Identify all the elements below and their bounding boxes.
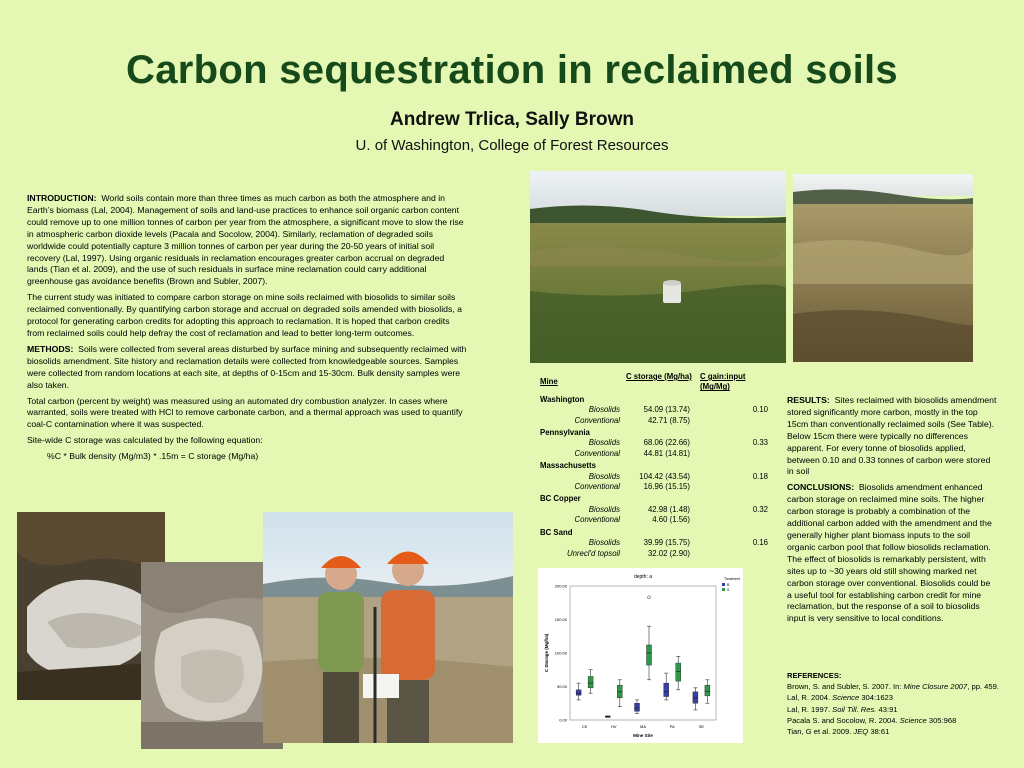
- box: [588, 676, 593, 687]
- table-row: [540, 416, 770, 426]
- methods-paragraph-1: [27, 344, 467, 392]
- table-site-row: [540, 393, 770, 405]
- y-tick-label: 0.00: [559, 717, 567, 723]
- c-storage-cell: 54.09 (13.74): [643, 405, 690, 415]
- ref4-text: Pacala S. and Socolow, R. 2004.: [787, 715, 900, 725]
- treatment-cell: Conventional: [574, 482, 620, 492]
- table-row: [540, 405, 770, 415]
- c-gain-cell: [700, 482, 770, 492]
- c-gain-cell: [700, 549, 770, 559]
- poster-title: Carbon sequestration in reclaimed soils: [126, 48, 898, 92]
- methods-paragraph-3: Site-wide C storage was calculated by the following equation:: [27, 435, 263, 446]
- table-row: [540, 438, 770, 448]
- c-gain-cell: [700, 515, 770, 525]
- y-tick-label: 100.00: [554, 650, 567, 656]
- methods-heading: METHODS:: [27, 343, 74, 354]
- reclaimed-field-photo: [530, 171, 786, 363]
- table-row: [540, 549, 770, 559]
- ref3-source: Soil Till. Res.: [832, 704, 877, 714]
- ref1-pages: , pp. 459.: [967, 682, 999, 692]
- col-header-mine: Mine: [540, 377, 558, 387]
- methods-text: Soils were collected from several areas disturbed by surface mining and subsequently reclaimed with biosolids amendment. Site history and reclamation details were collected from knowledgeable sources. Samples were collected from random locations at each site, at depths of 0-15cm and 15-30cm. Bulk density samples were also taken.: [27, 343, 467, 390]
- box: [647, 645, 652, 665]
- results-paragraph: [787, 395, 997, 478]
- y-tick-label: 150.00: [554, 617, 567, 622]
- c-gain-cell: 0.10: [752, 405, 768, 415]
- c-storage-cell: 32.02 (2.90): [647, 548, 690, 558]
- treatment-cell: Biosolids: [588, 538, 620, 548]
- treatment-cell: Biosolids: [588, 504, 620, 514]
- ref4-source: Science: [899, 715, 927, 725]
- ref3-text: Lal, R. 1997.: [787, 704, 833, 714]
- c-gain-cell: 0.32: [752, 504, 768, 514]
- c-storage-cell: 44.81 (14.81): [643, 448, 690, 458]
- boxplot-svg: [538, 568, 743, 743]
- carbon-storage-table: [540, 372, 770, 559]
- ref1-text: Brown, S. and Subler, S. 2007. In:: [787, 682, 904, 692]
- col-header-gain: C gain:input (Mg/Mg): [700, 372, 746, 392]
- c-storage-cell: 42.98 (1.48): [647, 504, 690, 514]
- reference-2: [787, 692, 1013, 703]
- carbon-boxplot-chart: [538, 568, 743, 743]
- table-site-row: [540, 526, 770, 538]
- table-site-row: [540, 492, 770, 504]
- box: [635, 703, 640, 711]
- box: [617, 685, 622, 698]
- left-column: [27, 193, 467, 467]
- table-row: [540, 538, 770, 548]
- chart-title: depth: a: [633, 574, 653, 580]
- treatment-cell: Biosolids: [588, 405, 620, 415]
- dry-grassland-photo: [793, 174, 973, 362]
- box: [576, 690, 581, 695]
- ref2-text: Lal, R. 2004.: [787, 693, 833, 703]
- legend-label: B: [727, 583, 730, 587]
- intro-paragraph-1: [27, 193, 467, 288]
- x-tick-label: HV: [611, 724, 617, 729]
- intro-paragraph-2: The current study was initiated to compare carbon storage on mine soils reclaimed with biosolids to similar soils reclaimed conventionally. By quantifying carbon storage and accrual on degraded soils amended with biosolids, a protocol for generating carbon credits for adopting this approach to reclamation. It is hoped that carbon credits from reclaimed soils could help defray the cost of reclamation and lead to better long-term outcomes.: [27, 292, 462, 338]
- researchers-photo: [263, 512, 513, 743]
- reference-1: [787, 681, 1013, 692]
- c-gain-cell: 0.16: [752, 538, 768, 548]
- c-storage-cell: 68.06 (22.66): [643, 438, 690, 448]
- site-name: BC Copper: [540, 494, 581, 504]
- site-name: Washington: [540, 394, 585, 404]
- c-gain-cell: [700, 449, 770, 459]
- methods-paragraph-2: Total carbon (percent by weight) was measured using an automated dry combustion analyzer. In cases where warranted, soils were treated with HCl to remove carbonate carbon, and a thermal approach was used to quantify coal-C contamination where it was suspected.: [27, 395, 463, 430]
- table-site-row: [540, 459, 770, 471]
- table-header-row: [540, 372, 770, 393]
- treatment-cell: Conventional: [574, 415, 620, 425]
- ref5-source: JEQ: [853, 727, 869, 737]
- references-section: [787, 670, 1013, 737]
- site-name: Massachusetts: [540, 461, 596, 471]
- table-row: [540, 505, 770, 515]
- ref2-source: Science: [832, 693, 860, 703]
- reference-3: [787, 704, 1013, 715]
- ref3-pages: 43:91: [876, 704, 898, 714]
- legend-label: S: [727, 588, 730, 592]
- ref1-source: Mine Closure 2007: [903, 682, 968, 692]
- treatment-cell: Biosolids: [588, 438, 620, 448]
- conclusions-paragraph: [787, 482, 997, 625]
- table-row: [540, 515, 770, 525]
- c-storage-cell: 42.71 (8.75): [647, 415, 690, 425]
- conclusions-text: Biosolids amendment enhanced carbon storage on reclaimed mine soils. The higher carbon storage is probably a combination of the additional carbon added with the amendment and the generally higher plant biomass inputs to the soil organic carbon pool that follow biosolids reclamation. The effect of biosolids is remarkably persistent, with sites up to ~30 years old still showing marked net carbon storage over conventional. Biosolids could be a useful tool for establishing carbon credit for mine reclamation, but the response of a soil to biosolids input is very sensitive to local conditions.: [787, 482, 992, 624]
- treatment-cell: Conventional: [574, 515, 620, 525]
- reference-4: [787, 715, 1013, 726]
- carbon-storage-table-wrap: [540, 372, 770, 559]
- x-tick-label: PA: [669, 724, 675, 729]
- box: [705, 685, 710, 696]
- table-row: [540, 472, 770, 482]
- treatment-cell: Biosolids: [588, 471, 620, 481]
- treatment-cell: Unrecl'd topsoil: [566, 548, 620, 558]
- treatment-cell: Conventional: [574, 448, 620, 458]
- c-storage-cell: 39.99 (15.75): [643, 538, 690, 548]
- carbon-equation: %C * Bulk density (Mg/m3) * .15m = C storage (Mg/ha): [47, 451, 259, 462]
- y-tick-label: 50.00: [556, 684, 567, 689]
- ref4-pages: 305:968: [926, 715, 957, 725]
- x-tick-label: MA: [640, 724, 646, 729]
- intro-heading: INTRODUCTION:: [27, 193, 97, 203]
- results-text: Sites reclaimed with biosolids amendment stored significantly more carbon, mostly in the top 15cm than conventionally reclaimed soils (See Table). Below 15cm there were typically no differences apparent. For every tonne of biosolids applied, between 0.10 and 0.33 tonnes of carbon were stored in soil: [787, 395, 997, 477]
- poster-authors: Andrew Trlica, Sally Brown: [390, 109, 634, 130]
- intro-text: World soils contain more than three times as much carbon as both the atmosphere and in Earth’s biomass (Lal, 2004). Management of soils and land-use practices to enhance soil organic carbon content could remove up to one million tonnes of carbon per year from the atmosphere, a significant move to slow the rise in atmospheric carbon dioxide levels (Pacala and Socolow, 2004). Similarly, reclamation of degraded soils worldwide could potentially capture 3 million tonnes of carbon per year during the 20-50 years of initial soil recovery (Lal, 1997). Using organic residuals in reclamation encourages greater carbon accrual on degraded lands (Tian et al. 2009), and the use of such residuals in surface mine reclamation could carry additional greenhouse gas avoidance benefits (Brown and Subler, 2007).: [27, 193, 464, 287]
- legend-swatch: [722, 583, 725, 586]
- c-storage-cell: 4.60 (1.56): [652, 515, 690, 525]
- site-name: Pennsylvania: [540, 428, 590, 438]
- box: [693, 692, 698, 703]
- x-tick-label: SE: [698, 724, 705, 729]
- c-gain-cell: 0.33: [752, 438, 768, 448]
- soil-core-photo: [141, 562, 283, 749]
- references-heading: REFERENCES:: [787, 671, 842, 680]
- table-site-row: [540, 426, 770, 438]
- results-heading: RESULTS:: [787, 395, 830, 405]
- x-tick-label: CE: [581, 724, 588, 729]
- ref5-pages: 38:61: [868, 727, 890, 737]
- ref5-text: Tian, G et al. 2009.: [787, 727, 854, 737]
- table-row: [540, 482, 770, 492]
- ref2-pages: 304:1623: [859, 693, 893, 703]
- table-row: [540, 449, 770, 459]
- x-axis-label: Mine Site: [633, 733, 653, 738]
- site-name: BC Sand: [540, 527, 573, 537]
- c-gain-cell: 0.18: [752, 471, 768, 481]
- c-gain-cell: [700, 416, 770, 426]
- c-storage-cell: 16.96 (15.15): [643, 482, 690, 492]
- poster-affiliation: U. of Washington, College of Forest Resources: [355, 137, 669, 154]
- legend-swatch: [722, 588, 725, 591]
- conclusions-heading: CONCLUSIONS:: [787, 482, 855, 493]
- c-storage-cell: 104.42 (43.54): [639, 471, 690, 481]
- box: [664, 683, 669, 696]
- col-header-storage: C storage (Mg/ha): [626, 372, 692, 381]
- right-column: [787, 395, 997, 629]
- box: [676, 663, 681, 681]
- y-axis-label: C Storage (Mg/ha): [544, 633, 549, 673]
- legend-title: Treatment: [724, 577, 740, 581]
- reference-5: [787, 726, 1013, 737]
- y-tick-label: 200.00: [554, 583, 567, 589]
